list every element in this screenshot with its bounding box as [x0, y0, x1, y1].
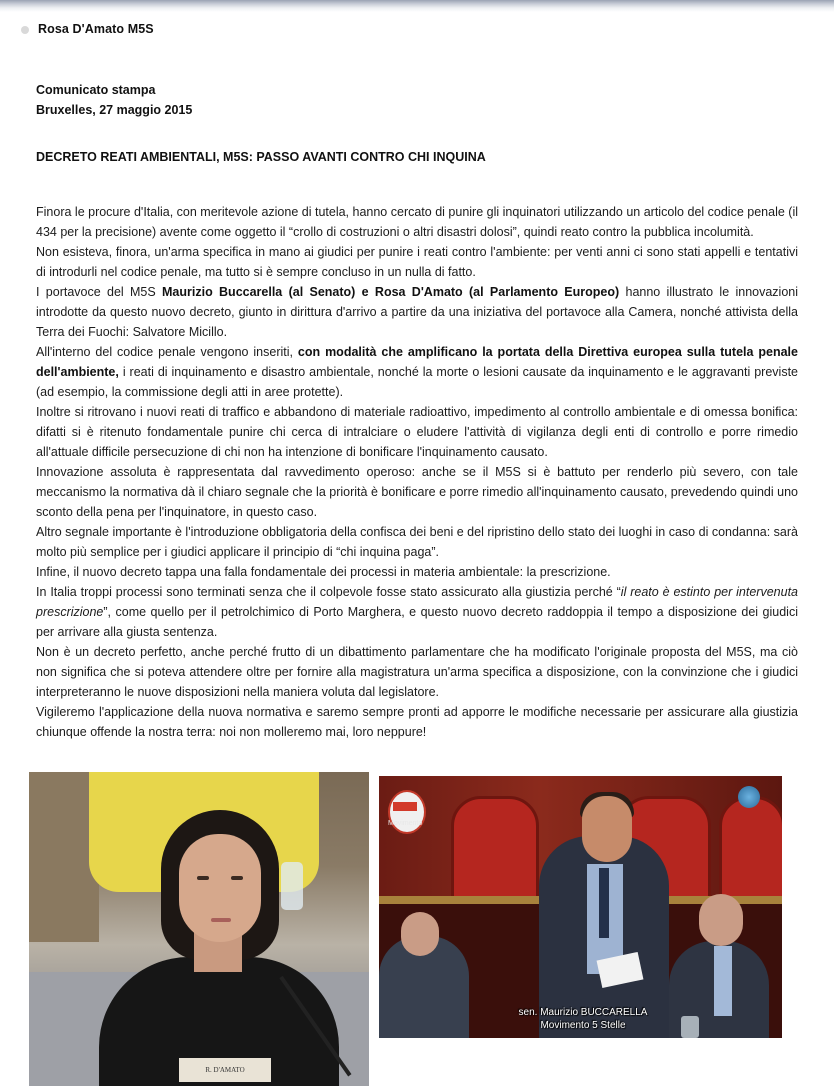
paragraph: Innovazione assoluta è rappresentata dal ravvedimento operoso: anche se il M5S si è battuto per renderlo più severo, con tale meccanismo la normativa dà il chiaro segnale che la priorità è bonificare e porre rimedio all'inquinamento causato, prevedendo quindi uno sconto della pena per l'inquinatore, in questo caso. [36, 465, 798, 519]
paragraph: Finora le procure d'Italia, con meritevole azione di tutela, hanno cercato di punire gli inquinatori utilizzando un articolo del codice penale (il 434 per la precisione) avente come oggetto il “crollo di costruzioni o altri disastri dolosi”, quindi reato contro la pubblica incolumità. [36, 205, 798, 239]
senate-chair [451, 796, 539, 912]
paragraph: Altro segnale importante è l'introduzione obbligatoria della confisca dei beni e del ripristino dello stato dei luoghi in caso di condanna: sarà molto più semplice per i giudici applicare il principio di “chi inquina paga”. [36, 525, 798, 559]
logo-text: Movimento [388, 820, 423, 827]
headline: DECRETO REATI AMBIENTALI, M5S: PASSO AVANTI CONTRO CHI INQUINA [36, 150, 486, 164]
tv-caption [497, 1006, 669, 1032]
eye [231, 876, 243, 880]
bold-name-damato: Rosa D'Amato (al Parlamento Europeo) [374, 285, 620, 299]
paragraph: Infine, il nuovo decreto tappa una falla fondamentale dei processi in materia ambientale: la prescrizione. [36, 565, 611, 579]
paragraph [36, 282, 798, 342]
bold-name-buccarella: Maurizio Buccarella (al Senato) [162, 285, 356, 299]
article-body [36, 202, 798, 742]
text-run: In Italia troppi processi sono terminati senza che il colpevole fosse stato assicurato alla giustizia perché “ [36, 585, 621, 599]
eye [197, 876, 209, 880]
bullet-icon [21, 26, 29, 34]
text-run: i reati di inquinamento e disastro ambientale, nonché la morte o lesioni causate da inquinamento e le aggravanti previste (ad esempio, la commissione degli atti in aree protette). [36, 365, 798, 399]
photo-rosa-damato [29, 772, 369, 1086]
bold-emphasis: con modalità che amplificano la portata della Direttiva europea sulla tutela penale dell'ambiente, [36, 345, 798, 379]
bold-conjunction: e [355, 285, 375, 299]
broadcaster-logo-icon [738, 786, 760, 808]
text-run: I portavoce del M5S [36, 285, 163, 299]
paragraph: Non è un decreto perfetto, anche perché frutto di un dibattimento parlamentare che ha modificato l'originale proposta del M5S, ma ciò non significa che si poteva attendere oltre per fornire alla magistratura un'arma specifica a disposizione, con la convinzione che i giudici interpreteranno le nuove disposizioni nella maniera voluta dal legislatore. [36, 645, 798, 699]
speaking-senator-tie [599, 868, 609, 938]
text-run: hanno illustrato le innovazioni introdotte da questo nuovo decreto, giunto in dirittura d'arrivo a partire da una iniziativa del portavoce alla Camera, nonché attivista della Terra dei Fuochi: Salvatore Micillo. [36, 285, 799, 339]
paragraph: Vigileremo l'applicazione della nuova normativa e saremo sempre pronti ad apporre le modifiche necessarie per assicurare alla giustizia chiunque offende la nostra terra: noi non molleremo mai, loro neppure! [36, 705, 798, 739]
seated-senator-left-head [401, 912, 439, 956]
top-decoration-bar [0, 0, 834, 12]
press-type: Comunicato stampa [36, 83, 156, 97]
press-header [36, 80, 192, 120]
caption-party: Movimento 5 Stelle [540, 1020, 626, 1031]
mouth [211, 918, 231, 922]
nameplate: R. D'AMATO [179, 1058, 271, 1082]
m5s-logo-stripe [393, 802, 417, 811]
water-glass [681, 1016, 699, 1038]
paragraph [36, 342, 798, 402]
photo-maurizio-buccarella [379, 776, 782, 1038]
speaker-face [179, 834, 261, 942]
m5s-logo-icon [388, 790, 426, 834]
italic-quote: il reato è estinto per intervenuta prescrizione [36, 585, 798, 619]
seated-senator-right-head [699, 894, 743, 946]
text-run: All'interno del codice penale vengono inseriti, [36, 345, 298, 359]
author-name: Rosa D'Amato M5S [38, 22, 154, 36]
paragraph: Inoltre si ritrovano i nuovi reati di traffico e abbandono di materiale radioattivo, impedimento al controllo ambientale e di omessa bonifica: difatti si è ritenuto fondamentale punire chi cerca di intralciare o eludere l'attività di vigilanza degli enti di controllo e porre rimedio all'attuale difficile persecuzione di chi non ha intenzione di bonificare l'inquinamento causato. [36, 405, 798, 459]
text-run: ”, come quello per il petrolchimico di Porto Marghera, e questo nuovo decreto raddoppia il tempo a disposizione dei giudici per arrivare alla giusta sentenza. [36, 605, 798, 639]
paragraph [36, 582, 798, 642]
press-place-date: Bruxelles, 27 maggio 2015 [36, 103, 193, 117]
caption-name: sen. Maurizio BUCCARELLA [518, 1007, 648, 1018]
speaking-senator-head [582, 796, 632, 862]
paragraph: Non esisteva, finora, un'arma specifica in mano ai giudici per punire i reati contro l'ambiente: per venti anni ci sono stati appelli e tentativi di introdurli nel codice penale, ma tutto si è sempre concluso in un nulla di fatto. [36, 245, 798, 279]
water-bottle [281, 862, 303, 910]
seated-senator-right-shirt [714, 946, 732, 1016]
